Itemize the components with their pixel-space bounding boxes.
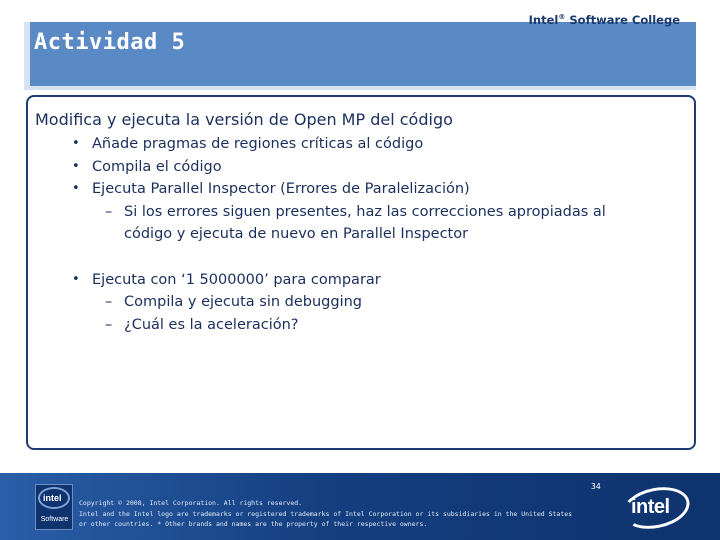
header-left-accent xyxy=(24,22,30,90)
sub-dash: – xyxy=(105,203,113,220)
sub-dash: – xyxy=(105,294,113,310)
bullet-dot: • xyxy=(72,136,80,151)
list-item xyxy=(70,156,680,179)
bullet-text: Añade pragmas de regiones críticas al código xyxy=(92,136,424,152)
logo-word: intel xyxy=(43,493,62,503)
list-item xyxy=(70,269,680,292)
list-item xyxy=(70,178,680,201)
sub-list-item xyxy=(70,201,680,224)
page-number: 34 xyxy=(591,482,601,491)
brand-label xyxy=(470,10,680,27)
logo-wordmark: intel xyxy=(631,496,670,518)
registered-mark: ® xyxy=(558,13,566,21)
brand-suffix: Software College xyxy=(569,12,680,27)
bullet-dot: • xyxy=(72,181,80,196)
intel-logo-icon xyxy=(622,488,690,528)
copyright-line: Copyright © 2008, Intel Corporation. All rights reserved. xyxy=(79,499,303,507)
sub-list-item xyxy=(70,314,680,337)
header-left-strip xyxy=(0,22,24,90)
bullet-text: Ejecuta Parallel Inspector (Errores de Paralelización) xyxy=(92,181,470,197)
bullet-text: Ejecuta con ‘1 5000000’ para comparar xyxy=(92,271,381,288)
header-bottom-line xyxy=(24,86,696,90)
brand-intel: Intel xyxy=(528,12,559,27)
sub-list-item-continuation: código y ejecuta de nuevo en Parallel Inspector xyxy=(124,226,469,242)
sub-text: ¿Cuál es la aceleración? xyxy=(124,316,299,333)
sub-text: Si los errores siguen presentes, haz las correcciones apropiadas al xyxy=(124,203,606,220)
copyright-notice xyxy=(79,498,589,530)
bullet-dot: • xyxy=(72,158,80,174)
bullet-text: Compila el código xyxy=(92,158,222,175)
sub-dash: – xyxy=(105,316,113,333)
logo-software-label: Software xyxy=(40,516,69,523)
list-item xyxy=(70,133,680,156)
bullet-dot: • xyxy=(72,271,80,287)
intel-software-logo-icon xyxy=(35,484,73,530)
header-right-strip xyxy=(696,22,720,90)
copyright-line: Intel and the Intel logo are trademarks or registered trademarks of Intel Corporation or its subsidiaries in the United States xyxy=(79,509,573,518)
bullet-list xyxy=(70,133,680,336)
content-heading: Modifica y ejecuta la versión de Open MP del código xyxy=(35,110,453,129)
slide-title: Actividad 5 xyxy=(34,30,186,55)
sub-text: Compila y ejecuta sin debugging xyxy=(124,294,363,310)
spacer xyxy=(70,246,680,269)
sub-list-item xyxy=(70,291,680,314)
copyright-line: or other countries. * Other brands and names are the property of their respective owners. xyxy=(79,520,428,528)
